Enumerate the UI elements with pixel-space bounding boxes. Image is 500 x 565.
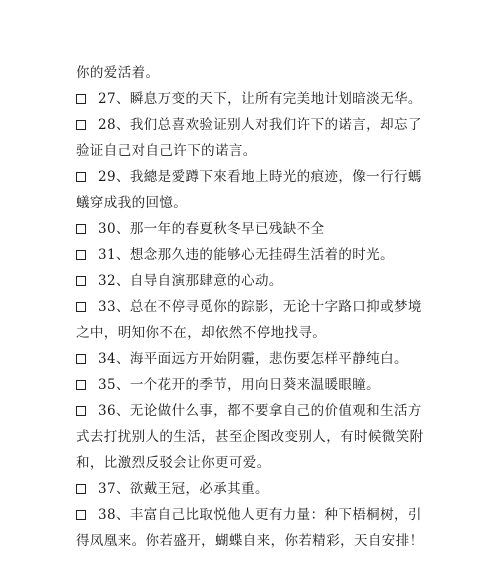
- list-item-line: [76, 216, 416, 242]
- list-item-line: [76, 242, 416, 268]
- list-item: [76, 346, 416, 372]
- checkbox-icon: [76, 302, 86, 312]
- list-item-text: 28、我们总喜欢验证别人对我们许下的诺言，却忘了: [98, 117, 422, 133]
- list-item-text: 30、那一年的春夏秋冬早已残缺不全: [98, 221, 325, 237]
- checkbox-icon: [76, 406, 86, 416]
- list-item: [76, 398, 424, 476]
- list-item-line: 验证自己对自己许下的诺言。: [76, 143, 257, 159]
- checkbox-icon: [76, 94, 86, 104]
- intro-line: 你的爱活着。: [76, 65, 160, 81]
- checkbox-icon: [76, 354, 86, 364]
- checkbox-icon: [76, 380, 86, 390]
- list-item: [76, 502, 424, 554]
- list-item-text: 32、自导自演那肆意的心动。: [98, 273, 283, 289]
- checkbox-icon: [76, 250, 86, 260]
- list-item-line: [76, 346, 416, 372]
- list-item-line: [76, 372, 416, 398]
- list-item-line: [76, 294, 422, 320]
- list-item-line: [76, 112, 422, 138]
- checkbox-icon: [76, 510, 86, 520]
- list-item-line: 和，比激烈反驳会让你更可爱。: [76, 455, 271, 471]
- list-item-text: 34、海平面远方开始阴霾，悲伤要怎样平静纯白。: [98, 351, 408, 367]
- list-item-line: 式去打扰别人的生活，甚至企图改变别人，有时候微笑附: [76, 429, 424, 445]
- list-item-text: 31、想念那久违的能够心无挂碍生活着的时光。: [98, 247, 394, 263]
- list-item: [76, 372, 416, 398]
- list-item-line: [76, 476, 416, 502]
- list-item: [76, 476, 416, 502]
- list-item-text: 37、欲戴王冠，必承其重。: [98, 481, 269, 497]
- checkbox-icon: [76, 224, 86, 234]
- list-item: [76, 86, 422, 112]
- list-item-line: [76, 502, 422, 528]
- checkbox-icon: [76, 276, 86, 286]
- checkbox-icon: [76, 120, 86, 130]
- list-item: [76, 294, 422, 346]
- list-item-line: 之中，明知你不在，却依然不停地找寻。: [76, 325, 327, 341]
- list-item-line: [76, 268, 416, 294]
- list-item: [76, 216, 416, 242]
- checkbox-icon: [76, 484, 86, 494]
- list-item-line: 蟻穿成我的回憶。: [76, 195, 188, 211]
- list-item-text: 29、我總是愛蹲下來看地上時光的痕迹，像一行行螞: [98, 169, 422, 185]
- list-item-text: 27、瞬息万变的天下，让所有完美地计划暗淡无华。: [98, 91, 422, 107]
- list-item-line: [76, 86, 422, 112]
- checkbox-icon: [76, 172, 86, 182]
- list-item: [76, 268, 416, 294]
- list-item: [76, 164, 422, 216]
- list-item: [76, 242, 416, 268]
- list-item-line: [76, 398, 422, 424]
- list-item-text: 38、丰富自己比取悦他人更有力量：种下梧桐树，引: [98, 507, 422, 523]
- document-page: [76, 60, 424, 554]
- list-item-line: [76, 164, 422, 190]
- list-item-text: 35、一个花开的季节，用向日葵来温暖眼瞳。: [98, 377, 381, 393]
- list-item-line: 得凤凰来。你若盛开，蝴蝶自来，你若精彩，天自安排！: [76, 533, 424, 549]
- list-item: [76, 112, 422, 164]
- list-item-text: 36、无论做什么事，都不要拿自己的价值观和生活方: [98, 403, 422, 419]
- list-item-text: 33、总在不停寻觅你的踪影，无论十字路口抑或梦境: [98, 299, 422, 315]
